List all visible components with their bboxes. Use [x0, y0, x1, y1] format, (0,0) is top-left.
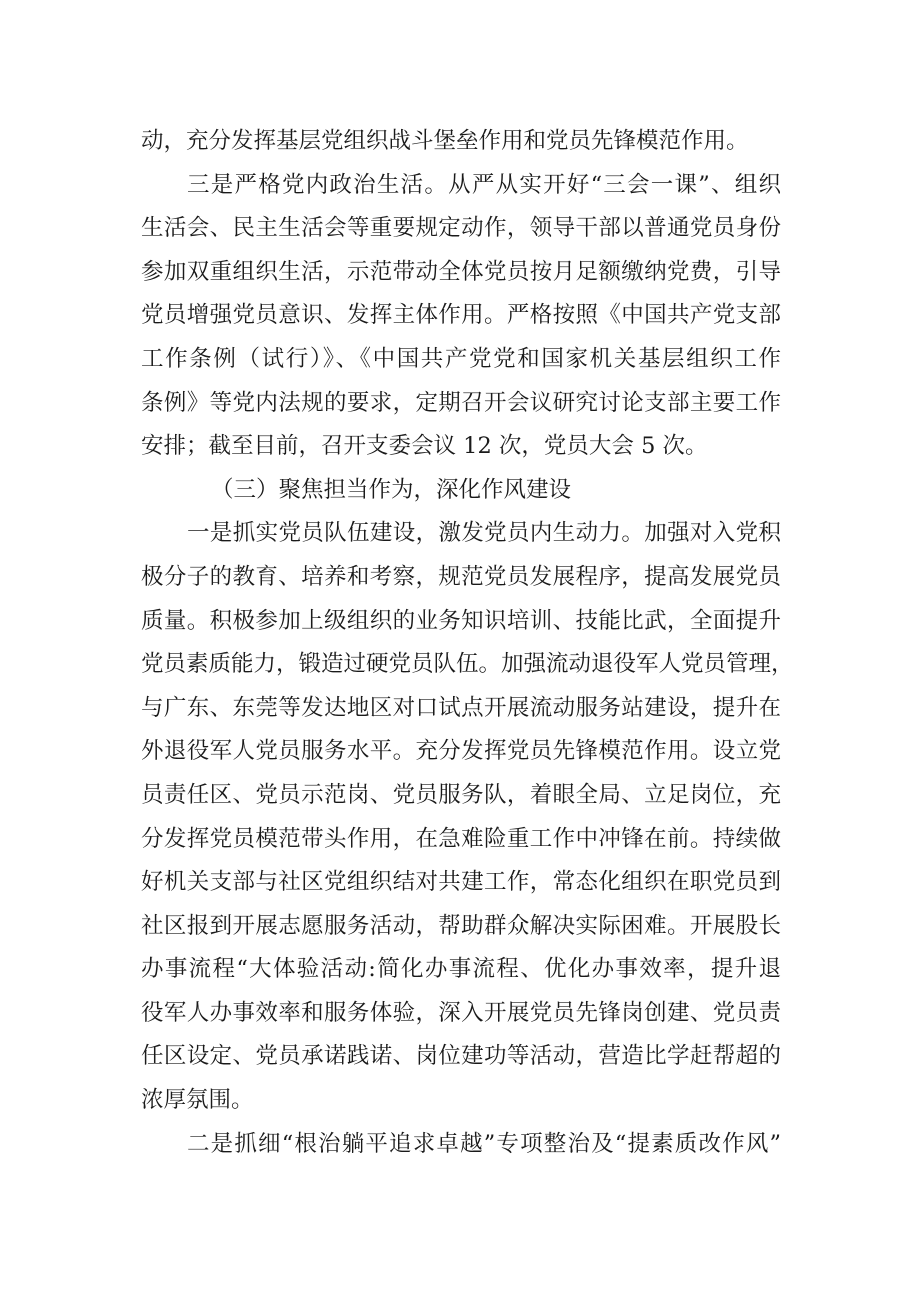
section-heading: （三）聚焦担当作为，深化作风建设	[211, 476, 572, 503]
paragraph-line: 好机关支部与社区党组织结对共建工作，常态化组织在职党员到	[141, 869, 781, 896]
paragraph-line: 党员增强党员意识、发挥主体作用。严格按照《中国共产党支部	[141, 302, 781, 329]
paragraph-line: 分发挥党员模范带头作用，在急难险重工作中冲锋在前。持续做	[141, 825, 781, 852]
paragraph-line: 安排；截至目前，召开支委会议 12 次，党员大会 5 次。	[141, 433, 708, 460]
paragraph-line: 党员素质能力，锻造过硬党员队伍。加强流动退役军人党员管理，	[141, 651, 794, 678]
paragraph-line: 极分子的教育、培养和考察，规范党员发展程序，提高发展党员	[141, 563, 781, 590]
document-body	[141, 120, 794, 1166]
paragraph-line: 二是抓细“根治躺平追求卓越”专项整治及“提素质改作风”	[187, 1130, 781, 1157]
paragraph-line: 浓厚氛围。	[141, 1087, 254, 1114]
paragraph-line: 质量。积极参加上级组织的业务知识培训、技能比武，全面提升	[141, 607, 781, 634]
paragraph-line: 工作条例（试行）》、《中国共产党党和国家机关基层组织工作	[141, 345, 781, 372]
paragraph-line: 任区设定、党员承诺践诺、岗位建功等活动，营造比学赶帮超的	[141, 1043, 781, 1070]
paragraph-line: 参加双重组织生活，示范带动全体党员按月足额缴纳党费，引导	[141, 258, 781, 285]
paragraph-line: 与广东、东莞等发达地区对口试点开展流动服务站建设，提升在	[141, 694, 781, 721]
paragraph-line: 生活会、民主生活会等重要规定动作，领导干部以普通党员身份	[141, 215, 781, 242]
paragraph-line: 三是严格党内政治生活。从严从实开好“三会一课”、组织	[187, 171, 781, 198]
paragraph-line: 外退役军人党员服务水平。充分发挥党员先锋模范作用。设立党	[141, 738, 781, 765]
paragraph-line: 员责任区、党员示范岗、党员服务队，着眼全局、立足岗位，充	[141, 781, 781, 808]
paragraph-line: 一是抓实党员队伍建设，激发党员内生动力。加强对入党积	[187, 520, 781, 547]
paragraph-line: 社区报到开展志愿服务活动，帮助群众解决实际困难。开展股长	[141, 912, 781, 939]
paragraph-line: 役军人办事效率和服务体验，深入开展党员先锋岗创建、党员责	[141, 999, 781, 1026]
paragraph-line: 办事流程“大体验活动:简化办事流程、优化办事效率，提升退	[141, 956, 781, 983]
paragraph-line: 条例》等党内法规的要求，定期召开会议研究讨论支部主要工作	[141, 389, 781, 416]
paragraph-line: 动，充分发挥基层党组织战斗堡垒作用和党员先锋模范作用。	[141, 128, 749, 154]
